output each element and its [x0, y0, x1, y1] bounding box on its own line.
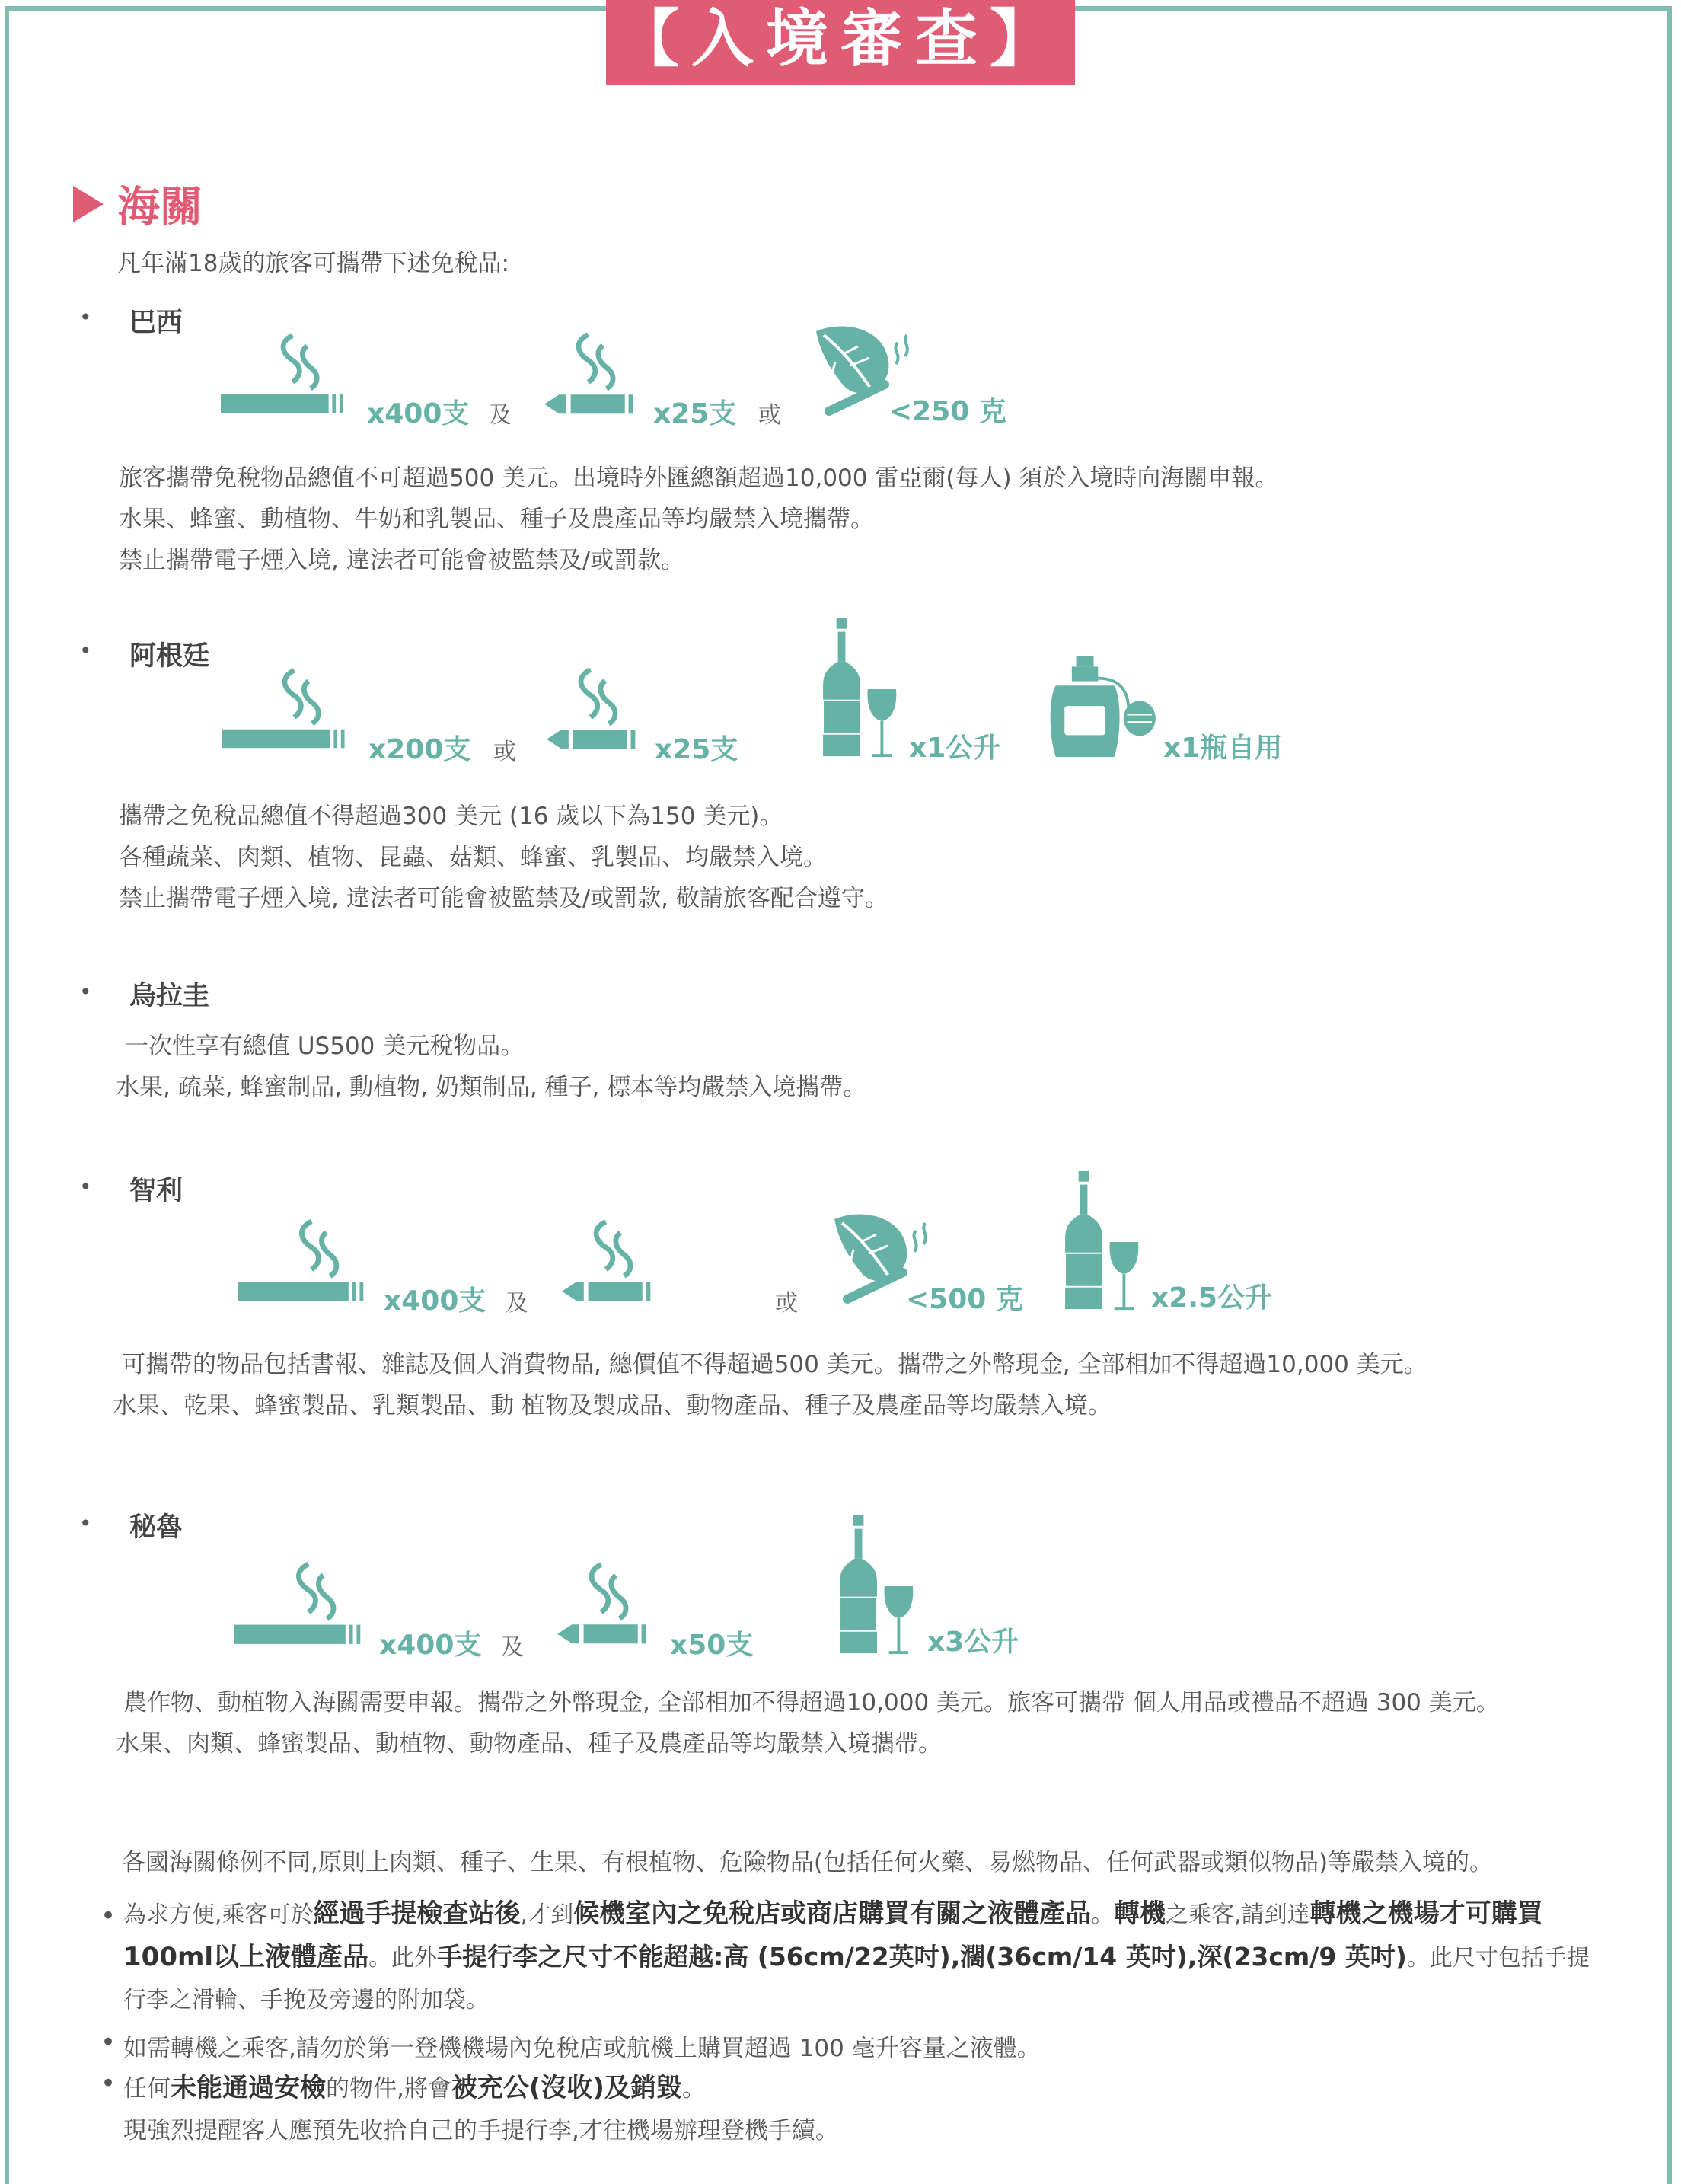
general-note: 各國海關條例不同,原則上肉類、種子、生果、有根植物、危險物品(包括任何火藥、易燃物品、任何武器或類似物品)等嚴禁入境的。 — [122, 1849, 1494, 1876]
bullet: • — [100, 2068, 116, 2099]
rule-text: 攜帶之免稅品總值不得超過300 美元 (16 歲以下為150 美元)。 — [119, 803, 783, 830]
allowance: x400支 — [384, 1285, 486, 1317]
conjunction: 或 — [758, 402, 781, 429]
conjunction: 及 — [501, 1634, 524, 1661]
country-peru: 秘魯 — [129, 1512, 183, 1543]
country-brazil: 巴西 — [129, 308, 183, 338]
allowance: x400支 — [367, 398, 470, 429]
wine-icon — [1064, 1171, 1140, 1313]
note-transfer: 如需轉機之乘客,請勿於第一登機機場內免稅店或航機上購買超過 100 毫升容量之液體。 — [123, 2035, 1041, 2062]
allowance: x1公升 — [909, 733, 1001, 764]
allowance: x200支 — [368, 734, 471, 765]
cigar-icon — [544, 324, 640, 419]
perfume-icon — [1046, 656, 1160, 758]
note-security: 任何未能通過安檢的物件,將會被充公(沒收)及銷毀。 — [123, 2073, 706, 2103]
allowance: x25支 — [655, 734, 738, 765]
allowance: <500 克 — [906, 1284, 1023, 1315]
country-chile: 智利 — [129, 1176, 183, 1206]
rule-text: 禁止攜帶電子煙入境, 違法者可能會被監禁及/或罰款, 敬請旅客配合遵守。 — [119, 885, 888, 912]
allowance: x2.5公升 — [1151, 1282, 1272, 1314]
cigar-icon — [562, 1211, 657, 1306]
allowance: x400支 — [379, 1630, 482, 1661]
allowance: x25支 — [653, 398, 737, 429]
cigar-icon — [557, 1553, 652, 1649]
bullet: • — [79, 1511, 92, 1536]
rule-text: 水果、蜂蜜、動植物、牛奶和乳製品、種子及農產品等均嚴禁入境攜帶。 — [119, 506, 874, 533]
rule-text: 各種蔬菜、肉類、植物、昆蟲、菇類、蜂蜜、乳製品、均嚴禁入境。 — [119, 844, 827, 871]
rule-text: 水果, 疏菜, 蜂蜜制品, 動植物, 奶類制品, 種子, 標本等均嚴禁入境攜帶。 — [116, 1074, 867, 1101]
cigarette-icon — [238, 1211, 371, 1306]
conjunction: 及 — [506, 1290, 528, 1317]
allowance: x1瓶自用 — [1163, 733, 1283, 764]
rule-text: 一次性享有總值 US500 美元稅物品。 — [125, 1033, 525, 1060]
conjunction: 或 — [493, 739, 516, 765]
bullet: • — [100, 2027, 116, 2058]
note-liquids: 為求方便,乘客可於經過手提檢查站後,才到候機室內之免稅店或商店購買有關之液體產品。轉機之乘客,請到達轉機之機場才可購買 100ml以上液體產品。此外手提行李之尺寸不能超越:高 (56cm/22英吋),濶(36cm/14 英吋),深(23cm/9 英吋)。此尺寸包括手提 行李之滑輪、手挽及旁邊的附加袋。 — [123, 1898, 1590, 2013]
bullet: • — [79, 305, 92, 330]
rule-text: 農作物、動植物入海關需要申報。攜帶之外幣現金, 全部相加不得超過10,000 美元。旅客可攜帶 個人用品或禮品不超過 300 美元。 — [123, 1689, 1500, 1716]
allowance: x3公升 — [927, 1627, 1019, 1658]
bullet: • — [79, 1174, 92, 1199]
cigar-icon — [547, 659, 642, 754]
page-title: 【入境審查】 — [606, 0, 1075, 85]
cigarette-icon — [234, 1553, 368, 1649]
bullet: • — [100, 1901, 116, 1931]
bullet: • — [79, 979, 92, 1004]
cigarette-icon — [221, 324, 350, 419]
allowance: x50支 — [670, 1630, 754, 1661]
rule-text: 水果、肉類、蜂蜜製品、動植物、動物產品、種子及農產品等均嚴禁入境攜帶。 — [116, 1730, 942, 1758]
allowance: <250 克 — [889, 396, 1006, 427]
bullet: • — [79, 638, 92, 663]
intro-text: 凡年滿18歲的旅客可攜帶下述免稅品: — [117, 250, 509, 277]
wine-icon — [822, 618, 898, 760]
country-argentina: 阿根廷 — [129, 641, 210, 672]
wine-icon — [839, 1515, 915, 1657]
triangle-icon — [73, 186, 104, 222]
note-reminder: 現強烈提醒客人應預先收拾自己的手提行李,才往機場辦理登機手續。 — [123, 2117, 839, 2144]
rule-text: 旅客攜帶免稅物品總值不可超過500 美元。出境時外匯總額超過10,000 雷亞爾(每人) 須於入境時向海關申報。 — [119, 465, 1279, 492]
country-uruguay: 烏拉圭 — [129, 981, 210, 1011]
conjunction: 或 — [775, 1290, 798, 1317]
rule-text: 可攜帶的物品包括書報、雜誌及個人消費物品, 總價值不得超過500 美元。攜帶之外幣現金, 全部相加不得超過10,000 美元。 — [122, 1351, 1427, 1378]
rule-text: 禁止攜帶電子煙入境, 違法者可能會被監禁及/或罰款。 — [119, 547, 685, 574]
section-title: 海關 — [117, 183, 203, 232]
conjunction: 及 — [489, 402, 512, 429]
rule-text: 水果、乾果、蜂蜜製品、乳類製品、動 植物及製成品、動物產品、種子及農產品等均嚴禁入境。 — [113, 1392, 1112, 1419]
section-header — [73, 174, 203, 235]
cigarette-icon — [222, 659, 352, 754]
